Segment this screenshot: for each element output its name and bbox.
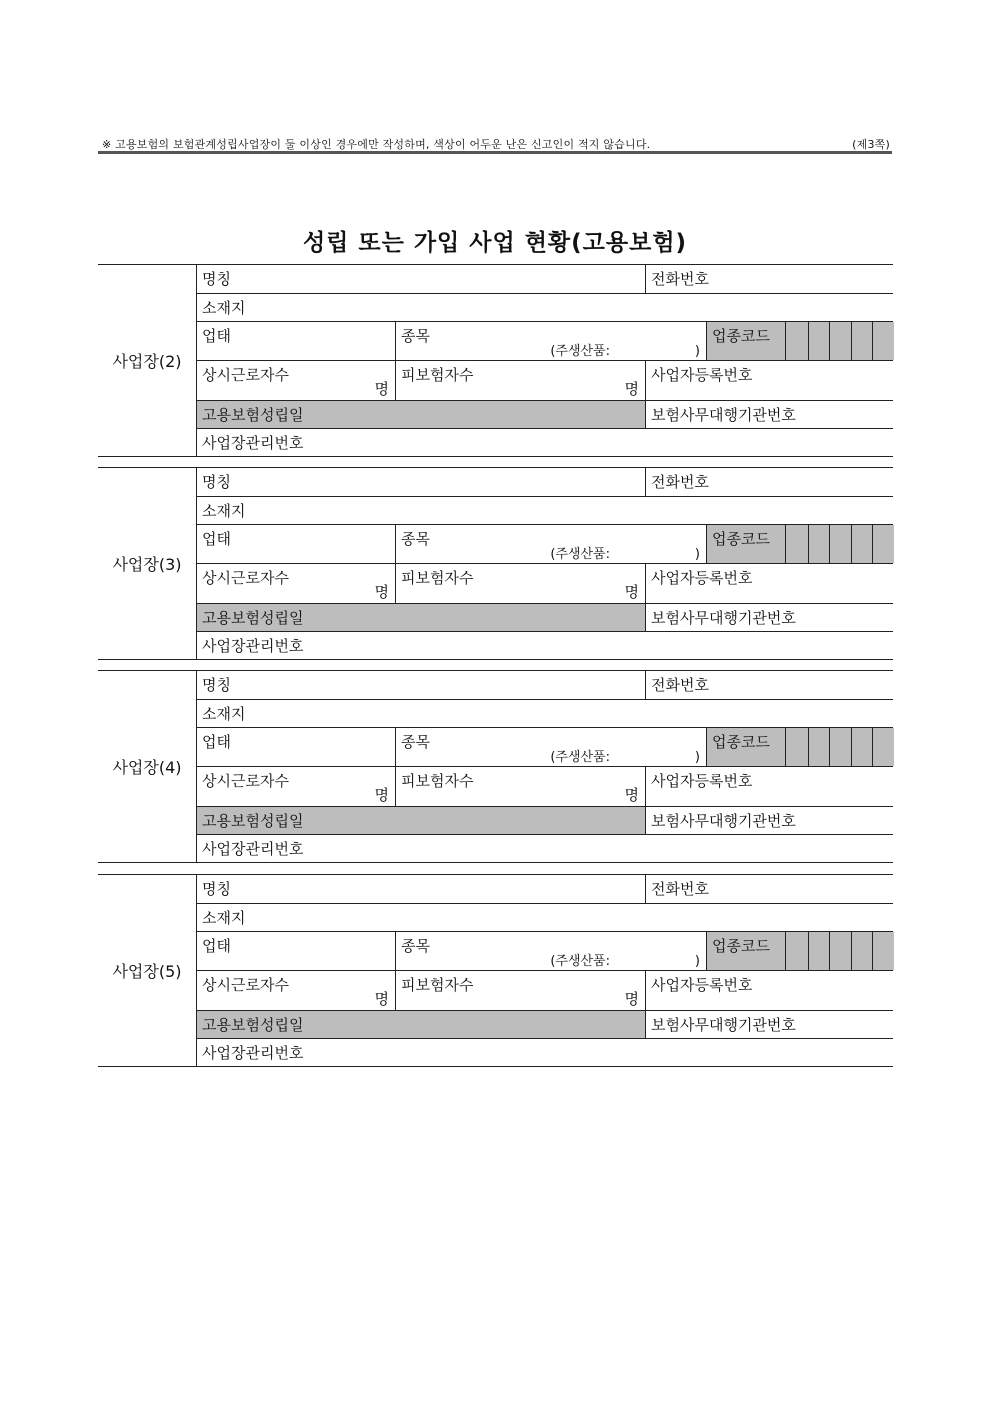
row-name-phone <box>197 875 893 904</box>
industry-code-label-cell <box>707 322 786 360</box>
industry-code-label: 업종코드 <box>712 937 770 955</box>
phone-label: 전화번호 <box>651 473 709 491</box>
row-mgmt-no <box>197 1039 893 1067</box>
regular-workers-label: 상시근로자수 <box>202 772 289 790</box>
main-product-label: (주생산품: <box>550 954 610 969</box>
name-label: 명칭 <box>202 270 231 288</box>
industry-code-box <box>872 932 894 970</box>
agency-no-field[interactable] <box>646 401 893 428</box>
industry-code-box <box>808 932 830 970</box>
row-address <box>197 904 893 932</box>
business-type-field[interactable] <box>197 322 396 360</box>
main-product-close: ) <box>694 954 700 969</box>
business-type-label: 업태 <box>202 937 231 955</box>
industry-code-box <box>829 525 851 563</box>
insurance-est-date-field <box>197 807 646 834</box>
insured-count-field[interactable] <box>396 971 646 1010</box>
workplace-section-4 <box>98 670 893 863</box>
insurance-est-date-label: 고용보험성립일 <box>202 1016 304 1034</box>
regular-workers-field[interactable] <box>197 971 396 1010</box>
agency-no-label: 보험사무대행기관번호 <box>651 1016 796 1034</box>
person-unit: 명 <box>374 786 389 804</box>
name-label: 명칭 <box>202 880 231 898</box>
row-workers <box>197 971 893 1011</box>
insured-count-label: 피보험자수 <box>401 976 474 994</box>
industry-code-boxes <box>786 932 893 970</box>
row-business <box>197 525 893 564</box>
main-product-close: ) <box>694 344 700 359</box>
phone-label: 전화번호 <box>651 676 709 694</box>
regular-workers-label: 상시근로자수 <box>202 366 289 384</box>
person-unit: 명 <box>374 380 389 398</box>
row-workers <box>197 767 893 807</box>
industry-code-box <box>808 525 830 563</box>
phone-label: 전화번호 <box>651 880 709 898</box>
name-label: 명칭 <box>202 473 231 491</box>
row-insurance <box>197 807 893 835</box>
row-insurance <box>197 604 893 632</box>
insured-count-field[interactable] <box>396 564 646 603</box>
industry-code-box <box>786 322 808 360</box>
phone-field[interactable] <box>646 265 893 293</box>
item-label: 종목 <box>401 327 430 345</box>
industry-code-boxes <box>786 525 893 563</box>
insured-count-label: 피보험자수 <box>401 366 474 384</box>
workplace-section-5 <box>98 874 893 1067</box>
person-unit: 명 <box>374 990 389 1008</box>
business-reg-no-field[interactable] <box>646 767 893 806</box>
address-field[interactable] <box>197 497 893 524</box>
agency-no-field[interactable] <box>646 604 893 631</box>
main-product-label: (주생산품: <box>550 344 610 359</box>
insurance-est-date-label: 고용보험성립일 <box>202 406 304 424</box>
industry-code-boxes <box>786 728 893 766</box>
phone-field[interactable] <box>646 671 893 699</box>
name-field[interactable] <box>197 875 646 903</box>
page-header <box>98 134 892 152</box>
workplace-mgmt-no-field[interactable] <box>197 632 893 660</box>
regular-workers-field[interactable] <box>197 361 396 400</box>
name-field[interactable] <box>197 265 646 293</box>
industry-code-box <box>851 525 873 563</box>
agency-no-label: 보험사무대행기관번호 <box>651 406 796 424</box>
industry-code-box <box>872 322 894 360</box>
industry-code-box <box>829 322 851 360</box>
row-insurance <box>197 401 893 429</box>
item-field[interactable] <box>396 932 707 970</box>
section-label: 사업장(2) <box>98 265 197 456</box>
person-unit: 명 <box>624 990 639 1008</box>
address-field[interactable] <box>197 700 893 727</box>
industry-code-label-cell <box>707 525 786 563</box>
header-note: ※ 고용보험의 보험관계성립사업장이 둘 이상인 경우에만 작성하며, 색상이 어두운 난은 신고인이 적지 않습니다. <box>102 138 651 151</box>
industry-code-box <box>872 728 894 766</box>
industry-code-box <box>851 322 873 360</box>
person-unit: 명 <box>624 583 639 601</box>
item-field[interactable] <box>396 525 707 563</box>
industry-code-box <box>851 932 873 970</box>
row-mgmt-no <box>197 835 893 863</box>
business-type-field[interactable] <box>197 525 396 563</box>
section-label: 사업장(5) <box>98 875 197 1066</box>
row-address <box>197 497 893 525</box>
section-label: 사업장(4) <box>98 671 197 862</box>
row-business <box>197 932 893 971</box>
agency-no-field[interactable] <box>646 807 893 834</box>
item-label: 종목 <box>401 937 430 955</box>
business-reg-no-field[interactable] <box>646 361 893 400</box>
insured-count-label: 피보험자수 <box>401 772 474 790</box>
regular-workers-label: 상시근로자수 <box>202 976 289 994</box>
agency-no-field[interactable] <box>646 1011 893 1038</box>
insurance-est-date-label: 고용보험성립일 <box>202 609 304 627</box>
workplace-section-3 <box>98 467 893 660</box>
regular-workers-field[interactable] <box>197 564 396 603</box>
name-label: 명칭 <box>202 676 231 694</box>
business-reg-no-field[interactable] <box>646 971 893 1010</box>
workplace-mgmt-no-field[interactable] <box>197 835 893 863</box>
page-title: 성립 또는 가입 사업 현황(고용보험) <box>302 230 688 256</box>
address-label: 소재지 <box>202 909 246 927</box>
row-workers <box>197 564 893 604</box>
row-address <box>197 700 893 728</box>
insurance-est-date-label: 고용보험성립일 <box>202 812 304 830</box>
industry-code-box <box>851 728 873 766</box>
item-field[interactable] <box>396 322 707 360</box>
industry-code-boxes <box>786 322 893 360</box>
address-label: 소재지 <box>202 299 246 317</box>
workplace-section-2 <box>98 264 893 457</box>
main-product-close: ) <box>694 750 700 765</box>
business-type-field[interactable] <box>197 728 396 766</box>
phone-label: 전화번호 <box>651 270 709 288</box>
insured-count-field[interactable] <box>396 361 646 400</box>
agency-no-label: 보험사무대행기관번호 <box>651 609 796 627</box>
address-label: 소재지 <box>202 502 246 520</box>
workplace-mgmt-no-field[interactable] <box>197 1039 893 1067</box>
business-reg-no-field[interactable] <box>646 564 893 603</box>
page-number: (제3쪽) <box>852 138 890 151</box>
industry-code-label: 업종코드 <box>712 530 770 548</box>
industry-code-box <box>872 525 894 563</box>
person-unit: 명 <box>624 786 639 804</box>
item-label: 종목 <box>401 733 430 751</box>
insurance-est-date-field <box>197 1011 646 1038</box>
agency-no-label: 보험사무대행기관번호 <box>651 812 796 830</box>
workplace-mgmt-no-label: 사업장관리번호 <box>202 434 304 452</box>
insurance-est-date-field <box>197 401 646 428</box>
address-field[interactable] <box>197 294 893 321</box>
phone-field[interactable] <box>646 875 893 903</box>
address-field[interactable] <box>197 904 893 931</box>
section-label: 사업장(3) <box>98 468 197 659</box>
workplace-mgmt-no-label: 사업장관리번호 <box>202 637 304 655</box>
workplace-mgmt-no-label: 사업장관리번호 <box>202 1044 304 1062</box>
name-field[interactable] <box>197 468 646 496</box>
business-type-label: 업태 <box>202 327 231 345</box>
workplace-mgmt-no-label: 사업장관리번호 <box>202 840 304 858</box>
person-unit: 명 <box>374 583 389 601</box>
row-insurance <box>197 1011 893 1039</box>
industry-code-label: 업종코드 <box>712 733 770 751</box>
insured-count-label: 피보험자수 <box>401 569 474 587</box>
row-address <box>197 294 893 322</box>
person-unit: 명 <box>624 380 639 398</box>
item-label: 종목 <box>401 530 430 548</box>
row-name-phone <box>197 468 893 497</box>
main-product-close: ) <box>694 547 700 562</box>
business-type-field[interactable] <box>197 932 396 970</box>
business-reg-no-label: 사업자등록번호 <box>651 366 753 384</box>
row-name-phone <box>197 265 893 294</box>
row-workers <box>197 361 893 401</box>
business-reg-no-label: 사업자등록번호 <box>651 569 753 587</box>
business-type-label: 업태 <box>202 530 231 548</box>
industry-code-box <box>808 728 830 766</box>
item-field[interactable] <box>396 728 707 766</box>
main-product-label: (주생산품: <box>550 547 610 562</box>
business-type-label: 업태 <box>202 733 231 751</box>
business-reg-no-label: 사업자등록번호 <box>651 976 753 994</box>
row-business <box>197 322 893 361</box>
industry-code-box <box>829 932 851 970</box>
row-business <box>197 728 893 767</box>
address-label: 소재지 <box>202 705 246 723</box>
insurance-est-date-field <box>197 604 646 631</box>
phone-field[interactable] <box>646 468 893 496</box>
row-name-phone <box>197 671 893 700</box>
header-divider <box>98 151 892 154</box>
name-field[interactable] <box>197 671 646 699</box>
industry-code-label: 업종코드 <box>712 327 770 345</box>
industry-code-box <box>786 525 808 563</box>
business-reg-no-label: 사업자등록번호 <box>651 772 753 790</box>
main-product-label: (주생산품: <box>550 750 610 765</box>
industry-code-label-cell <box>707 728 786 766</box>
workplace-mgmt-no-field[interactable] <box>197 429 893 457</box>
industry-code-box <box>786 932 808 970</box>
industry-code-box <box>829 728 851 766</box>
row-mgmt-no <box>197 632 893 660</box>
regular-workers-label: 상시근로자수 <box>202 569 289 587</box>
industry-code-box <box>786 728 808 766</box>
insured-count-field[interactable] <box>396 767 646 806</box>
industry-code-label-cell <box>707 932 786 970</box>
row-mgmt-no <box>197 429 893 457</box>
industry-code-box <box>808 322 830 360</box>
regular-workers-field[interactable] <box>197 767 396 806</box>
